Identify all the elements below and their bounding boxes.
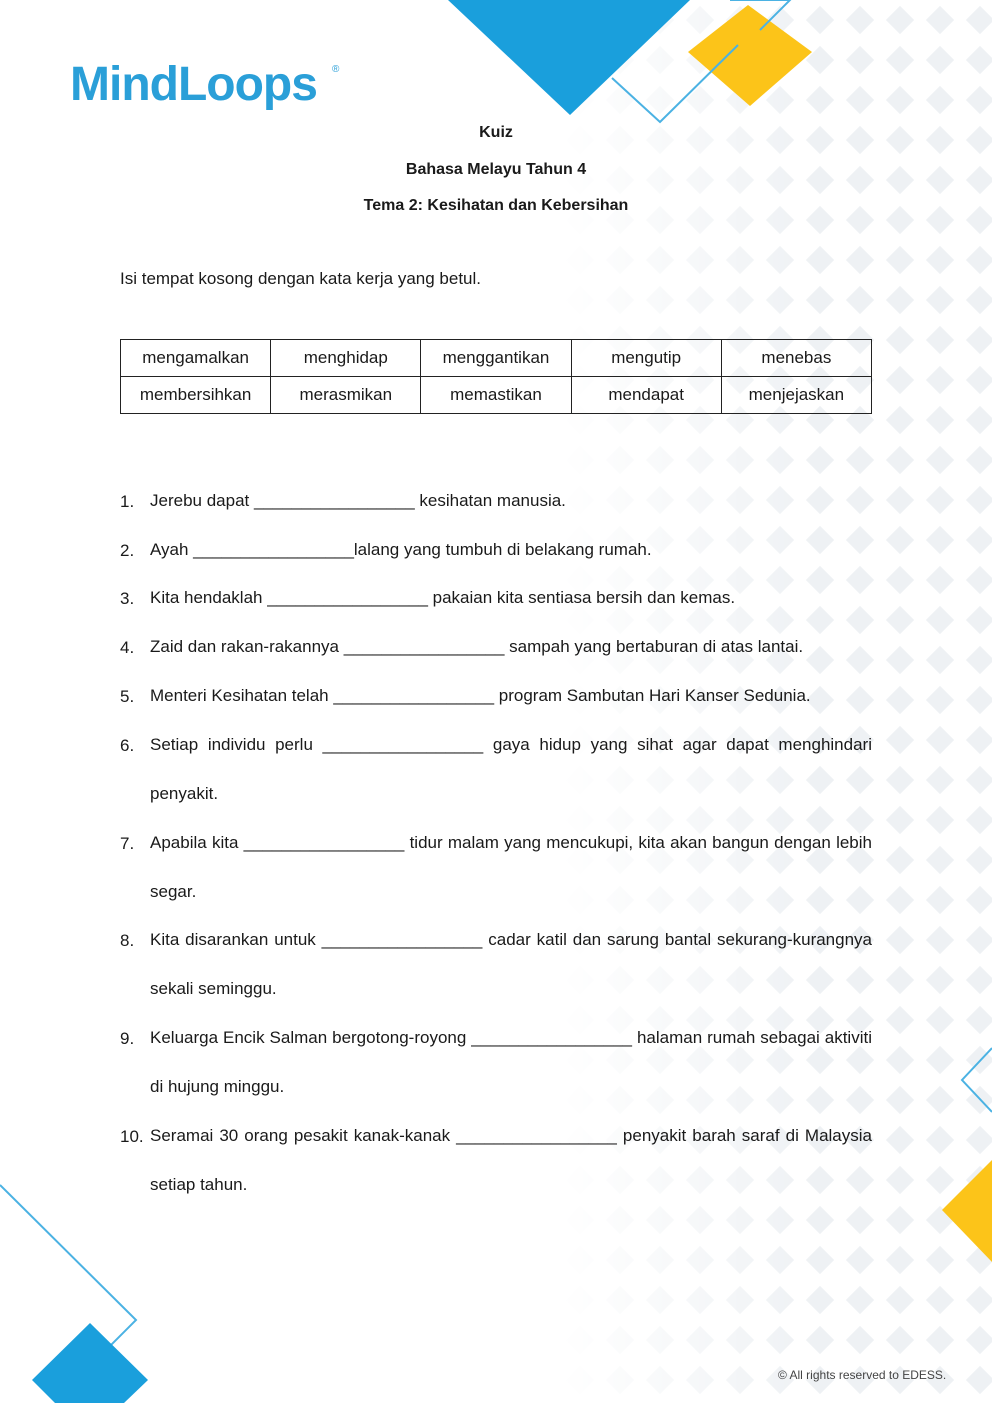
question-item [120,589,872,622]
word-bank-cell: mengutip [571,340,721,377]
question-number: 9. [120,1029,135,1048]
question-number: 4. [120,638,135,657]
question-number: 7. [120,834,135,853]
word-bank-row [121,340,872,377]
question-item [120,1127,872,1209]
logo-text: MindLoops [70,58,317,111]
mindloops-logo [70,52,360,116]
word-bank-cell: mengamalkan [121,340,271,377]
word-bank-cell: menghidap [271,340,421,377]
question-item [120,687,872,720]
theme-title: Tema 2: Kesihatan dan Kebersihan [363,197,629,214]
question-number: 2. [120,541,135,560]
question-item [120,1029,872,1111]
question-text: Zaid dan rakan-rakannya _________________ sampah yang bertaburan di atas lantai. [150,637,804,656]
copyright-footer: © All rights reserved to EDESS. [778,1368,947,1382]
word-bank-cell: merasmikan [271,377,421,414]
bottom-blue-diamond [32,1323,148,1403]
word-bank-cell: membersihkan [121,377,271,414]
question-item [120,492,872,525]
question-item [120,834,872,916]
logo-registered-mark: ® [332,64,340,75]
question-text: Jerebu dapat _________________ kesihatan manusia. [150,491,566,510]
word-bank-table [120,339,872,414]
question-text: Seramai 30 orang pesakit kanak-kanak _________________ penyakit barah saraf di Malaysia setiap tahun. [150,1126,872,1194]
question-text: Keluarga Encik Salman bergotong-royong _________________ halaman rumah sebagai aktiviti di hujung minggu. [150,1028,872,1096]
word-bank-cell: menggantikan [421,340,571,377]
question-number: 10. [120,1127,144,1146]
question-number: 1. [120,492,135,511]
question-item [120,638,872,671]
question-text: Apabila kita _________________ tidur malam yang mencukupi, kita akan bangun dengan lebih segar. [150,833,872,901]
question-text: Kita disarankan untuk _________________ cadar katil dan sarung bantal sekurang-kurangnya sekali seminggu. [150,930,872,998]
word-bank-row [121,377,872,414]
question-text: Ayah _________________lalang yang tumbuh di belakang rumah. [150,540,652,559]
question-item [120,931,872,1013]
subject-title: Bahasa Melayu Tahun 4 [405,161,587,178]
word-bank-cell: mendapat [571,377,721,414]
question-number: 3. [120,589,135,608]
question-text: Setiap individu perlu _________________ gaya hidup yang sihat agar dapat menghindari penyakit. [150,735,872,803]
question-text: Kita hendaklah _________________ pakaian kita sentiasa bersih dan kemas. [150,588,736,607]
question-number: 6. [120,736,135,755]
word-bank-cell: memastikan [421,377,571,414]
word-bank-cell: menebas [721,340,871,377]
question-number: 5. [120,687,135,706]
question-item [120,541,872,574]
word-bank-cell: menjejaskan [721,377,871,414]
instruction-text: Isi tempat kosong dengan kata kerja yang betul. [120,269,482,288]
question-number: 8. [120,931,135,950]
question-text: Menteri Kesihatan telah _________________ program Sambutan Hari Kanser Sedunia. [150,686,811,705]
quiz-title: Kuiz [479,124,513,141]
question-item [120,736,872,818]
